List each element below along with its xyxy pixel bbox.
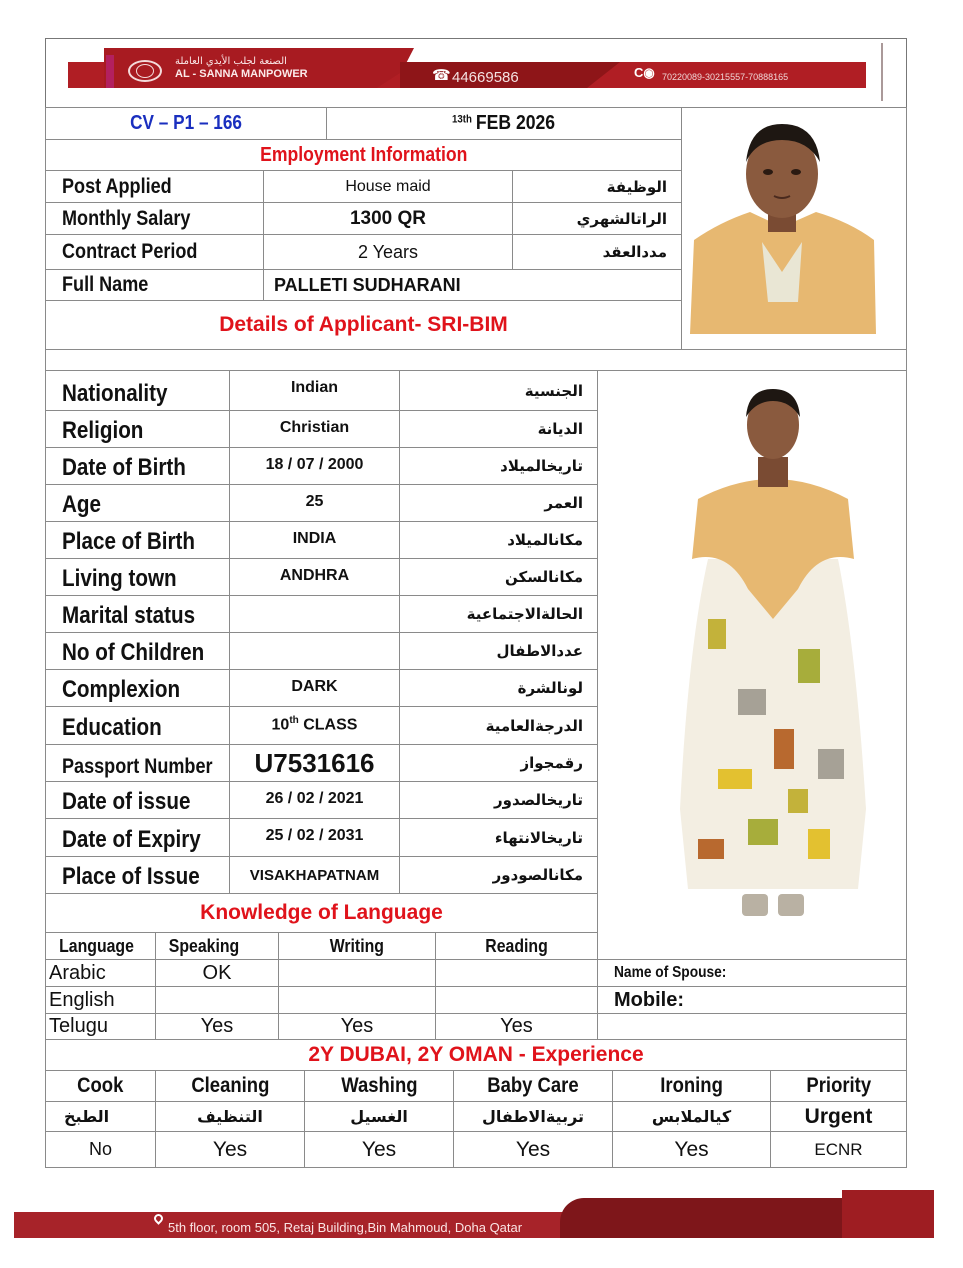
applicant-label-text: Complexion: [62, 676, 181, 703]
experience-value: [770, 1131, 907, 1168]
employment-arabic: الوظيفة: [512, 170, 682, 203]
applicant-label: [45, 856, 230, 894]
full-body-photo-frame: [597, 370, 907, 960]
phone-number: 44669586: [452, 69, 519, 86]
applicant-label-text: Education: [62, 714, 162, 741]
applicant-label: [45, 521, 230, 559]
applicant-value: [229, 521, 400, 559]
experience-arabic-text: الطبخ: [64, 1107, 110, 1126]
portrait-photo-frame: [681, 107, 907, 350]
experience-header: [155, 1070, 305, 1102]
employment-section-title: Employment Information: [45, 139, 682, 171]
applicant-arabic-text: الدرجةالعامية: [485, 716, 583, 735]
mobile-label: Mobile:: [614, 988, 684, 1011]
applicant-value: [229, 781, 400, 819]
applicant-arabic: [399, 856, 598, 894]
experience-header: [612, 1070, 771, 1102]
experience-section-title: 2Y DUBAI, 2Y OMAN - Experience: [45, 1039, 907, 1071]
experience-arabic: [45, 1101, 156, 1132]
employment-label: Contract Period: [45, 234, 264, 270]
applicant-arabic-text: مكانالسكن: [504, 568, 583, 586]
applicant-label-text: Date of Birth: [62, 454, 186, 481]
applicant-arabic: [399, 595, 598, 633]
applicant-label: [45, 818, 230, 857]
applicant-value: [229, 818, 400, 857]
applicant-arabic: [399, 447, 598, 485]
applicant-label: [45, 744, 230, 782]
experience-arabic-text: التنظيف: [197, 1107, 263, 1126]
experience-value-text: Yes: [515, 1137, 551, 1161]
applicant-arabic-text: عددالاطفال: [496, 642, 583, 660]
applicant-label: [45, 706, 230, 745]
applicant-value: [229, 632, 400, 670]
applicant-value: [229, 744, 400, 782]
applicant-arabic: [399, 632, 598, 670]
mobile-phone-icon: C◉: [634, 65, 655, 80]
cv-code-cell: [45, 107, 327, 140]
experience-header-text: Baby Care: [487, 1074, 579, 1097]
cv-date: FEB 2026: [476, 112, 556, 134]
applicant-portrait-photo: [690, 122, 876, 334]
applicant-arabic-text: العمر: [544, 494, 583, 512]
employment-arabic: مددالعقد: [512, 234, 682, 270]
experience-header-text: Ironing: [660, 1074, 723, 1097]
applicant-value: [229, 558, 400, 596]
applicant-arabic-text: تاريخالصدور: [493, 791, 583, 809]
company-name-arabic: الصنعة لجلب الأيدي العاملة: [175, 56, 287, 67]
language-skill: [155, 959, 279, 987]
applicant-label-text: Marital status: [62, 602, 196, 629]
employment-label: Monthly Salary: [45, 202, 264, 235]
phone-icon: ☎: [432, 67, 451, 84]
employment-value: 2 Years: [263, 234, 513, 270]
applicant-label-text: Religion: [62, 417, 144, 444]
applicant-arabic-text: الحالةالاجتماعية: [466, 605, 583, 623]
spouse-name-row: [597, 959, 907, 987]
applicant-label: [45, 669, 230, 707]
applicant-value-text: VISAKHAPATNAM: [249, 866, 380, 884]
experience-value-text: ECNR: [814, 1139, 863, 1159]
applicant-label: [45, 370, 230, 411]
experience-arabic: [155, 1101, 305, 1132]
experience-value-text: Yes: [361, 1137, 397, 1161]
applicant-value: [229, 595, 400, 633]
experience-arabic-text: كيالملابس: [651, 1107, 732, 1126]
language-header-text: Speaking: [168, 935, 240, 956]
applicant-arabic: [399, 558, 598, 596]
language-skill: [435, 1013, 598, 1040]
language-header-text: Language: [59, 935, 134, 956]
cv-date-cell: [326, 107, 682, 140]
experience-header-text: Priority: [806, 1074, 871, 1097]
language-skill: [435, 959, 598, 987]
language-name-text: English: [49, 988, 115, 1011]
applicant-arabic-text: لونالشرة: [517, 679, 583, 697]
mobile-row: [597, 986, 907, 1014]
applicant-arabic: [399, 781, 598, 819]
applicant-label-text: Date of Expiry: [62, 826, 201, 853]
applicant-value: [229, 856, 400, 894]
applicant-arabic-text: رقمجواز: [520, 754, 583, 772]
applicant-label-text: Place of Issue: [62, 863, 200, 890]
applicant-arabic-text: الديانة: [537, 420, 583, 438]
education-value: 10th CLASS: [271, 715, 358, 734]
language-header: [155, 932, 279, 960]
experience-header: [45, 1070, 156, 1102]
applicant-value: [229, 447, 400, 485]
language-skill: [155, 1013, 279, 1040]
applicant-label-text: Living town: [62, 565, 177, 592]
applicant-value: [229, 410, 400, 448]
experience-header-text: Washing: [340, 1074, 418, 1097]
applicant-label: [45, 447, 230, 485]
applicant-label: [45, 484, 230, 522]
full-name-label: Full Name: [45, 269, 264, 301]
applicant-label: [45, 558, 230, 596]
experience-arabic: [612, 1101, 771, 1132]
applicant-value: [229, 370, 400, 411]
applicant-arabic: [399, 744, 598, 782]
applicant-label-text: Nationality: [62, 380, 168, 407]
applicant-value-text: U7531616: [254, 747, 375, 778]
applicant-value-text: INDIA: [292, 530, 337, 547]
applicant-value-text: ANDHRA: [279, 567, 350, 584]
applicant-arabic: [399, 521, 598, 559]
language-header-text: Writing: [329, 935, 385, 956]
language-skill: [435, 986, 598, 1014]
employment-arabic: الراتالشهري: [512, 202, 682, 235]
language-header-text: Reading: [485, 935, 548, 956]
applicant-value-text: 25 / 02 / 2031: [265, 827, 364, 844]
language-skill: [278, 986, 436, 1014]
experience-arabic-text: تربيةالاطفال: [481, 1107, 585, 1126]
experience-value-text: No: [88, 1139, 112, 1159]
language-skill-text: Yes: [200, 1015, 234, 1037]
details-section-title: Details of Applicant- SRI-BIM: [45, 300, 682, 350]
applicant-arabic: [399, 484, 598, 522]
experience-arabic-text: الغسيل: [350, 1107, 408, 1126]
experience-header-text: Cook: [77, 1074, 124, 1097]
applicant-value-text: 25: [305, 493, 324, 510]
applicant-arabic-text: مكانالصودور: [492, 866, 583, 884]
applicant-label-text: Date of issue: [62, 788, 191, 815]
applicant-value: [229, 669, 400, 707]
applicant-arabic: [399, 410, 598, 448]
language-header: [435, 932, 598, 960]
cv-date-superscript: 13th: [452, 113, 473, 126]
experience-value: [45, 1131, 156, 1168]
cv-code: CV – P1 – 166: [130, 112, 242, 134]
experience-value-text: Yes: [674, 1137, 709, 1161]
applicant-arabic: [399, 818, 598, 857]
applicant-arabic: [399, 669, 598, 707]
applicant-label: [45, 781, 230, 819]
experience-header: [453, 1070, 613, 1102]
applicant-label-text: No of Children: [62, 639, 205, 666]
applicant-label: [45, 632, 230, 670]
applicant-label: [45, 595, 230, 633]
company-name: AL - SANNA MANPOWER: [175, 68, 308, 80]
footer-address: 5th floor, room 505, Retaj Building,Bin Mahmoud, Doha Qatar: [168, 1220, 523, 1235]
language-header: [45, 932, 156, 960]
language-section-title: Knowledge of Language: [45, 893, 598, 933]
experience-value: [612, 1131, 771, 1168]
language-header: [278, 932, 436, 960]
header-divider: [881, 43, 883, 101]
applicant-label-text: Age: [62, 491, 101, 518]
applicant-value: [229, 706, 400, 745]
language-skill: [155, 986, 279, 1014]
experience-header-text: Cleaning: [190, 1074, 270, 1097]
applicant-label: [45, 410, 230, 448]
applicant-value-text: 26 / 02 / 2021: [265, 790, 364, 807]
language-name-text: Arabic: [49, 961, 106, 984]
applicant-value-text: Indian: [290, 379, 339, 396]
applicant-value-text: Christian: [279, 419, 350, 436]
language-skill: [278, 959, 436, 987]
applicant-full-body-photo: [678, 389, 868, 929]
applicant-arabic-text: تاريخالميلاد: [500, 457, 583, 475]
applicant-arabic: [399, 370, 598, 411]
applicant-arabic-text: تاريخالانتهاء: [494, 828, 583, 847]
footer-dark-accent: [560, 1198, 860, 1238]
experience-value: [155, 1131, 305, 1168]
applicant-value: [229, 484, 400, 522]
language-name: [45, 959, 156, 987]
globe-logo-icon: [128, 60, 162, 82]
spacer-row: [45, 349, 907, 371]
experience-value-text: Yes: [212, 1137, 248, 1161]
applicant-label-text: Place of Birth: [62, 528, 196, 555]
experience-value: [304, 1131, 454, 1168]
experience-header: [770, 1070, 907, 1102]
applicant-value-text: DARK: [291, 678, 338, 695]
employment-value: House maid: [263, 170, 513, 203]
applicant-arabic: [399, 706, 598, 745]
language-name-text: Telugu: [49, 1015, 108, 1037]
applicant-arabic-text: الجنسية: [524, 381, 583, 400]
experience-arabic: [453, 1101, 613, 1132]
full-name-value: PALLETI SUDHARANI: [263, 269, 682, 301]
footer-right-block: [842, 1190, 934, 1238]
experience-arabic: [304, 1101, 454, 1132]
priority-value-text: Urgent: [804, 1104, 873, 1128]
applicant-arabic-text: مكانالميلاد: [507, 531, 583, 549]
applicant-value-text: 18 / 07 / 2000: [265, 456, 364, 473]
language-skill-text: Yes: [500, 1015, 533, 1037]
experience-value: [453, 1131, 613, 1168]
employment-value: 1300 QR: [263, 202, 513, 235]
applicant-label-text: Passport Number: [62, 755, 213, 778]
language-name: [45, 1013, 156, 1040]
language-skill-text: Yes: [340, 1015, 374, 1037]
employment-label: Post Applied: [45, 170, 264, 203]
banner-pink-accent: [106, 55, 114, 88]
language-skill: [278, 1013, 436, 1040]
empty-row: [597, 1013, 907, 1040]
language-name: [45, 986, 156, 1014]
priority-value: [770, 1101, 907, 1132]
spouse-name-label: Name of Spouse:: [614, 964, 727, 981]
language-skill-text: OK: [202, 961, 232, 984]
mobile-numbers: 70220089-30215557-70888165: [662, 72, 789, 82]
experience-header: [304, 1070, 454, 1102]
